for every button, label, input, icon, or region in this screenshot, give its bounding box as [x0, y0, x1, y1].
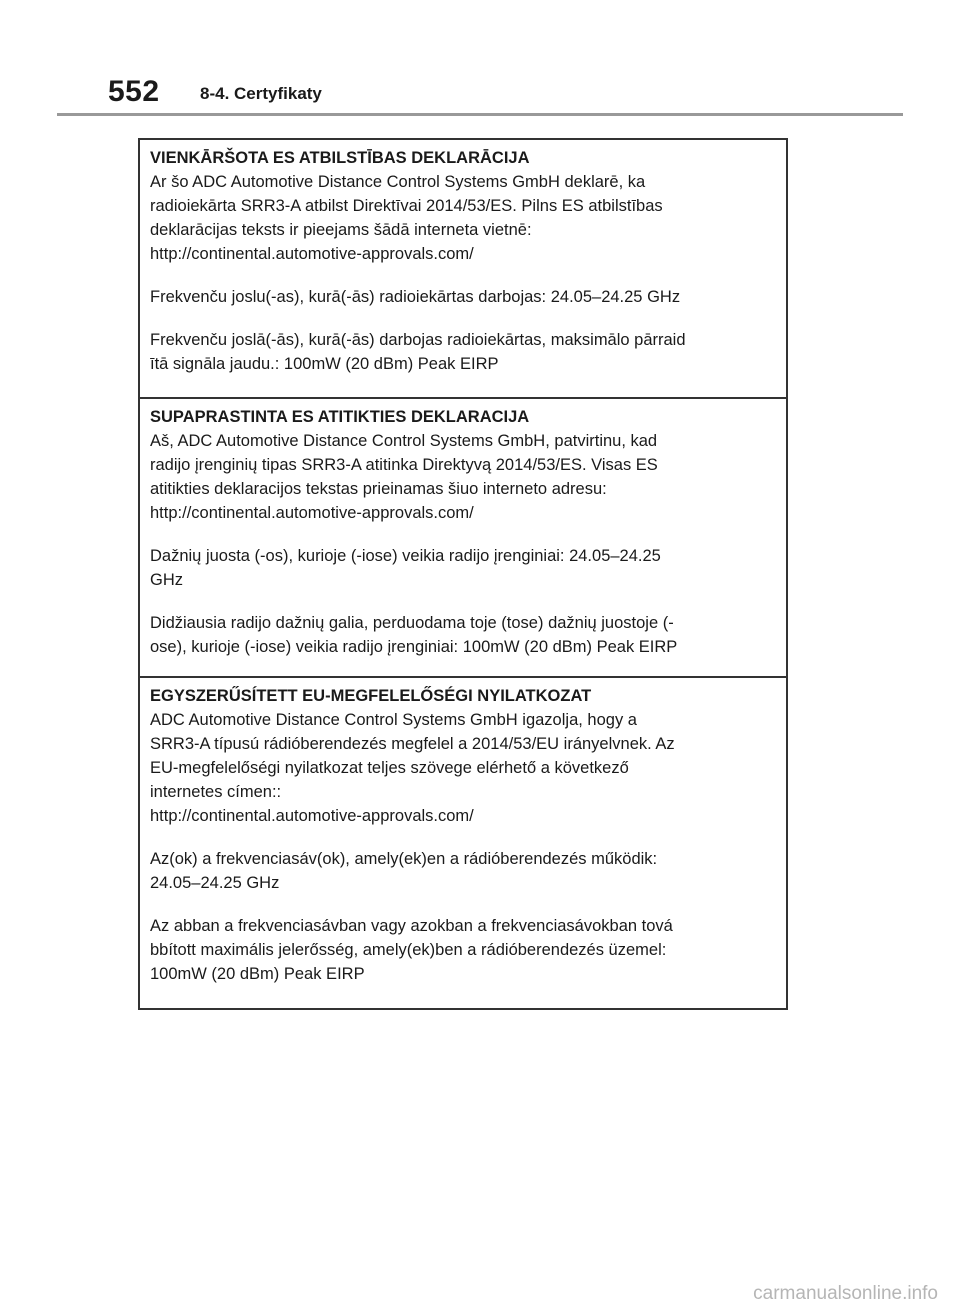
frequency-band-text: GHz	[150, 571, 183, 589]
declaration-line: EU-megfelelőségi nyilatkozat teljes szövege elérhető a következő	[150, 759, 629, 777]
max-power-text: bbított maximális jelerősség, amely(ek)ben a rádióberendezés üzemel:	[150, 941, 667, 959]
declaration-line: Aš, ADC Automotive Distance Control Systems GmbH, patvirtinu, kad	[150, 432, 658, 450]
declaration-line: atitikties deklaracijos tekstas prieinamas šiuo interneto adresu:	[150, 480, 607, 498]
certificate-table	[138, 138, 788, 1010]
page-number: 552	[108, 75, 160, 108]
declaration-line: deklarācijas teksts ir pieejams šādā interneta vietnē:	[150, 221, 532, 239]
declaration-heading: VIENKĀRŠOTA ES ATBILSTĪBAS DEKLARĀCIJA	[150, 149, 530, 167]
max-power-text: ose), kurioje (-iose) veikia radijo įrenginiai: 100mW (20 dBm) Peak EIRP	[150, 638, 678, 656]
declaration-heading: SUPAPRASTINTA ES ATITIKTIES DEKLARACIJA	[150, 408, 530, 426]
declaration-line: Ar šo ADC Automotive Distance Control Systems GmbH deklarē, ka	[150, 173, 646, 191]
page-header	[0, 0, 960, 120]
declaration-line: radioiekārta SRR3-A atbilst Direktīvai 2014/53/ES. Pilns ES atbilstības	[150, 197, 663, 215]
declaration-line: radijo įrenginių tipas SRR3-A atitinka Direktyvą 2014/53/ES. Visas ES	[150, 456, 658, 474]
header-divider	[57, 113, 903, 116]
declaration-lithuanian	[140, 399, 786, 678]
declaration-line: internetes címen::	[150, 783, 282, 801]
max-power-text: ītā signāla jaudu.: 100mW (20 dBm) Peak EIRP	[150, 355, 499, 373]
frequency-band-text: Dažnių juosta (-os), kurioje (-iose) veikia radijo įrenginiai: 24.05–24.25	[150, 547, 661, 565]
frequency-band-text: Frekvenču joslu(-as), kurā(-ās) radioiekārtas darbojas: 24.05–24.25 GHz	[150, 288, 681, 306]
max-power-text: Frekvenču joslā(-ās), kurā(-ās) darbojas radioiekārtas, maksimālo pārraid	[150, 331, 686, 349]
declaration-hungarian	[140, 678, 786, 1008]
max-power-text: Didžiausia radijo dažnių galia, perduodama toje (tose) dažnių juostoje (-	[150, 614, 674, 632]
site-watermark: carmanualsonline.info	[753, 1283, 938, 1304]
declaration-heading: EGYSZERŰSÍTETT EU-MEGFELELŐSÉGI NYILATKOZAT	[150, 687, 592, 705]
max-power-text: Az abban a frekvenciasávban vagy azokban a frekvenciasávokban tová	[150, 917, 673, 935]
approvals-link[interactable]: http://continental.automotive-approvals.com/	[150, 504, 474, 522]
max-power-text: 100mW (20 dBm) Peak EIRP	[150, 965, 365, 983]
declaration-line: ADC Automotive Distance Control Systems GmbH igazolja, hogy a	[150, 711, 637, 729]
frequency-band-text: 24.05–24.25 GHz	[150, 874, 280, 892]
approvals-link[interactable]: http://continental.automotive-approvals.com/	[150, 245, 474, 263]
declaration-latvian	[140, 140, 786, 399]
declaration-line: SRR3-A típusú rádióberendezés megfelel a 2014/53/EU irányelvnek. Az	[150, 735, 675, 753]
approvals-link[interactable]: http://continental.automotive-approvals.com/	[150, 807, 474, 825]
section-title: 8-4. Certyfikaty	[200, 84, 322, 103]
frequency-band-text: Az(ok) a frekvenciasáv(ok), amely(ek)en a rádióberendezés működik:	[150, 850, 658, 868]
